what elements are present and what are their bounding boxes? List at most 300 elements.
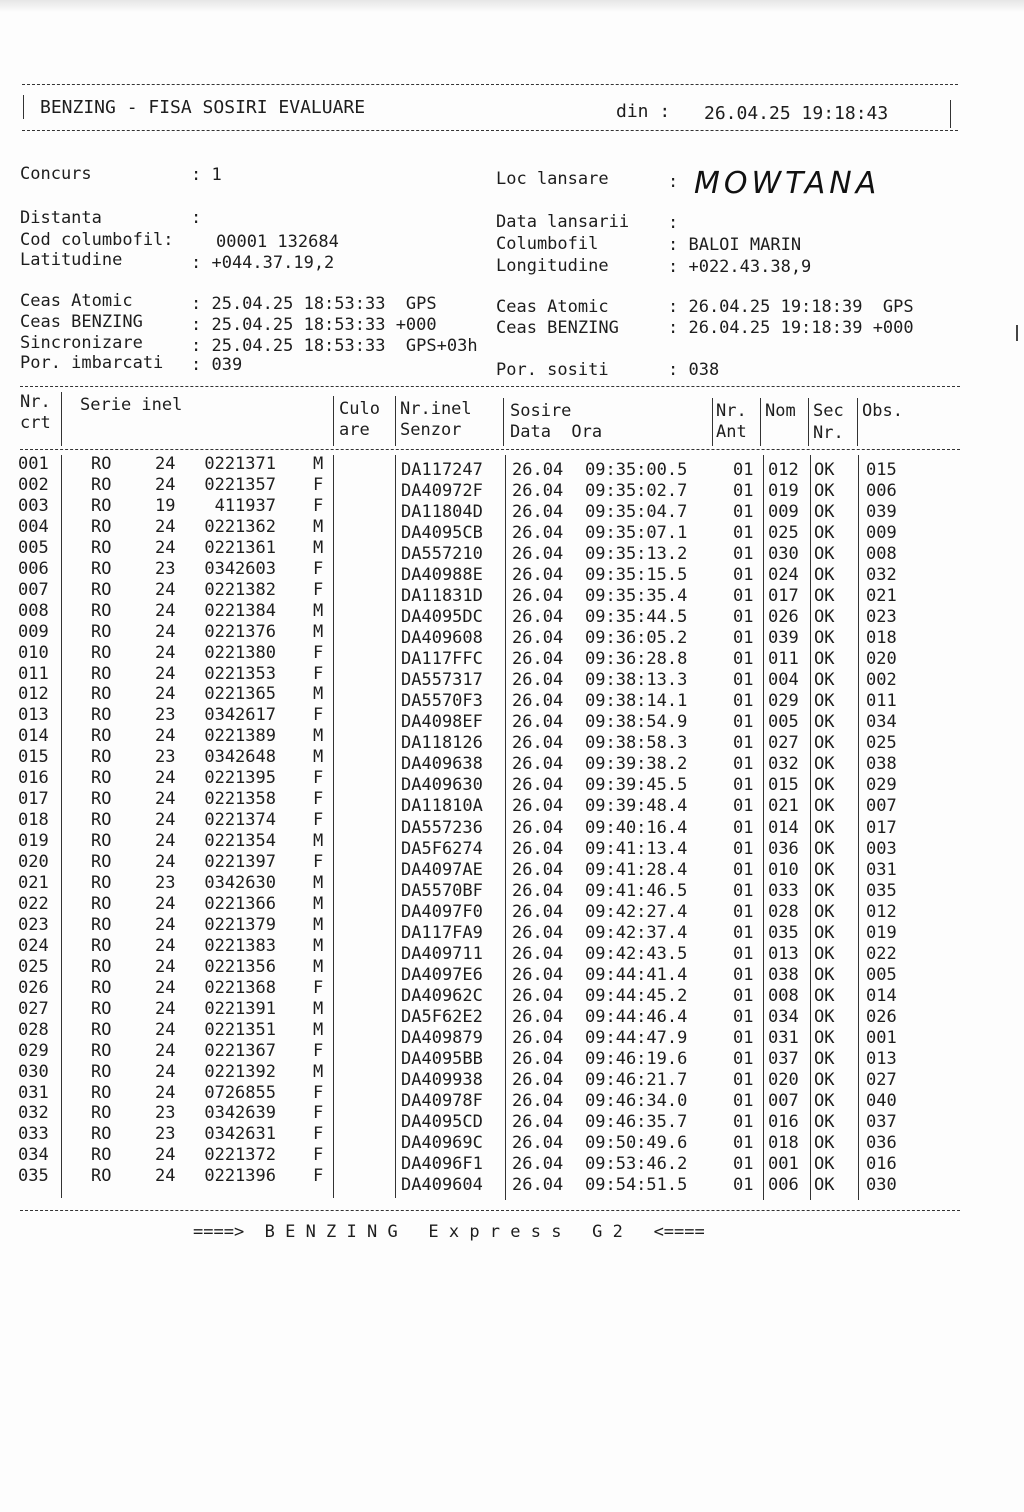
cell-sec-nr: OK <box>814 691 835 712</box>
cell-sex: M <box>313 1019 324 1040</box>
cell-nr-ant: 01 <box>733 796 754 817</box>
cell-nom: 032 <box>768 754 799 775</box>
cell-obs: 031 <box>866 859 897 880</box>
cell-ring: 411937 <box>214 495 276 516</box>
cell-obs: 029 <box>866 775 897 796</box>
sincronizare-label: Sincronizare <box>20 333 143 353</box>
cell-nr-crt: 011 <box>18 663 49 684</box>
cell-sex: F <box>313 1103 324 1124</box>
cell-year: 23 <box>155 747 176 768</box>
cell-date: 26.04 <box>512 733 564 754</box>
cell-time: 09:38:54.9 <box>585 712 688 733</box>
ceas-atomic-right-value: : 26.04.25 19:18:39 GPS <box>668 297 914 317</box>
cell-time: 09:35:00.5 <box>585 460 688 480</box>
distanta-label: Distanta <box>20 208 102 228</box>
cell-obs: 021 <box>866 586 897 607</box>
table-row <box>0 705 1024 733</box>
cell-nom: 039 <box>768 628 799 649</box>
cod-columbofil-label: Cod columbofil: <box>20 230 174 250</box>
cell-nr-ant: 01 <box>733 817 754 838</box>
cell-sec-nr: OK <box>814 1048 835 1069</box>
cell-sec-nr: OK <box>814 817 835 838</box>
cell-obs: 016 <box>866 1153 897 1174</box>
cell-ring: 0342639 <box>204 1103 276 1124</box>
cell-sensor: DA4096F1 <box>401 1153 483 1174</box>
cell-nr-ant: 01 <box>733 502 754 523</box>
cell-sex: F <box>313 1124 324 1145</box>
cell-sec-nr: OK <box>814 796 835 817</box>
cell-ring: 0342603 <box>204 558 276 579</box>
cell-obs: 006 <box>866 481 897 502</box>
cell-obs: 001 <box>866 1027 897 1048</box>
cell-sensor: DA4095BB <box>401 1048 483 1069</box>
cell-country: RO <box>91 684 112 705</box>
cell-nr-crt: 032 <box>18 1103 49 1124</box>
cell-sensor: DA409938 <box>401 1069 483 1090</box>
cell-nom: 006 <box>768 1175 799 1196</box>
col-sep-sosire <box>503 398 504 446</box>
cell-nom: 009 <box>768 502 799 523</box>
cell-sec-nr: OK <box>814 502 835 523</box>
cell-sex: M <box>313 454 324 474</box>
cell-year: 19 <box>155 495 176 516</box>
cell-time: 09:35:02.7 <box>585 481 688 502</box>
cell-date: 26.04 <box>512 628 564 649</box>
cell-sensor: DA409638 <box>401 754 483 775</box>
cell-nr-crt: 028 <box>18 1019 49 1040</box>
cell-date: 26.04 <box>512 1132 564 1153</box>
table-row <box>0 495 1024 523</box>
cell-nom: 027 <box>768 733 799 754</box>
cell-sec-nr: OK <box>814 649 835 670</box>
cell-date: 26.04 <box>512 1006 564 1027</box>
ceas-benzing-right-label: Ceas BENZING <box>496 318 619 338</box>
table-row <box>0 600 1024 628</box>
header-top-border <box>22 84 958 85</box>
cell-country: RO <box>91 1145 112 1166</box>
cell-country: RO <box>91 956 112 977</box>
cell-sensor: DA4098EF <box>401 712 483 733</box>
cell-sec-nr: OK <box>814 943 835 964</box>
cell-sex: F <box>313 852 324 873</box>
cell-year: 24 <box>155 935 176 956</box>
cell-year: 24 <box>155 977 176 998</box>
cell-ring: 0221391 <box>204 998 276 1019</box>
cell-nom: 012 <box>768 460 799 480</box>
cell-obs: 008 <box>866 544 897 565</box>
cell-sex: M <box>313 956 324 977</box>
cell-time: 09:44:41.4 <box>585 964 688 985</box>
table-row <box>0 1103 1024 1132</box>
cell-year: 24 <box>155 1145 176 1166</box>
table-row <box>0 747 1024 775</box>
ceas-atomic-left-label: Ceas Atomic <box>20 291 133 311</box>
col-header-ant: Ant <box>716 422 747 442</box>
cell-year: 24 <box>155 621 176 642</box>
cell-sex: M <box>313 831 324 852</box>
cell-date: 26.04 <box>512 481 564 502</box>
cell-sec-nr: OK <box>814 523 835 544</box>
ceas-benzing-left-value: : 25.04.25 18:53:33 +000 <box>191 315 437 335</box>
cell-nr-crt: 008 <box>18 600 49 621</box>
cell-country: RO <box>91 1124 112 1145</box>
cell-nr-crt: 012 <box>18 684 49 705</box>
cell-nom: 011 <box>768 649 799 670</box>
table-row <box>0 1019 1024 1048</box>
cell-nr-crt: 007 <box>18 579 49 600</box>
columbofil-value: : BALOI MARIN <box>668 235 802 255</box>
cell-country: RO <box>91 474 112 495</box>
cell-sex: M <box>313 726 324 747</box>
cell-time: 09:44:46.4 <box>585 1006 688 1027</box>
cell-sensor: DA40972F <box>401 481 483 502</box>
cell-sex: M <box>313 873 324 893</box>
cell-obs: 015 <box>866 460 897 480</box>
cell-sensor: DA11831D <box>401 586 483 607</box>
cell-nr-crt: 027 <box>18 998 49 1019</box>
sincronizare-value: : 25.04.25 18:53:33 GPS+03h <box>191 336 478 356</box>
cell-date: 26.04 <box>512 523 564 544</box>
cell-nr-ant: 01 <box>733 1027 754 1048</box>
cell-year: 24 <box>155 516 176 537</box>
cell-sex: F <box>313 977 324 998</box>
cell-sec-nr: OK <box>814 1027 835 1048</box>
cell-ring: 0221376 <box>204 621 276 642</box>
cell-sex: F <box>313 1040 324 1061</box>
cell-sex: F <box>313 558 324 579</box>
cell-obs: 034 <box>866 712 897 733</box>
col-header-sosire: Sosire <box>510 401 572 421</box>
cell-nr-ant: 01 <box>733 649 754 670</box>
cell-obs: 018 <box>866 628 897 649</box>
cell-country: RO <box>91 852 112 873</box>
cell-nom: 016 <box>768 1111 799 1132</box>
cell-sensor: DA40962C <box>401 985 483 1006</box>
cell-country: RO <box>91 558 112 579</box>
cell-nr-crt: 018 <box>18 810 49 831</box>
cell-date: 26.04 <box>512 565 564 586</box>
cell-year: 24 <box>155 1019 176 1040</box>
cell-time: 09:36:05.2 <box>585 628 688 649</box>
cell-time: 09:46:35.7 <box>585 1111 688 1132</box>
table-row <box>0 977 1024 1006</box>
cell-year: 24 <box>155 1166 176 1187</box>
cell-sensor: DA117247 <box>401 460 483 480</box>
cell-date: 26.04 <box>512 796 564 817</box>
cell-nom: 021 <box>768 796 799 817</box>
cell-sec-nr: OK <box>814 586 835 607</box>
cell-nom: 036 <box>768 838 799 859</box>
cell-nom: 031 <box>768 1027 799 1048</box>
col-header-nrinel: Nr.inel <box>400 399 472 419</box>
cell-sec-nr: OK <box>814 628 835 649</box>
cell-obs: 035 <box>866 880 897 901</box>
cell-nr-crt: 016 <box>18 768 49 789</box>
cell-country: RO <box>91 1061 112 1082</box>
cell-sec-nr: OK <box>814 565 835 586</box>
cell-sex: M <box>313 621 324 642</box>
cell-sensor: DA4095DC <box>401 607 483 628</box>
cell-sec-nr: OK <box>814 1069 835 1090</box>
cell-year: 24 <box>155 810 176 831</box>
cell-time: 09:54:51.5 <box>585 1175 688 1196</box>
cell-sec-nr: OK <box>814 1090 835 1111</box>
cell-ring: 0342630 <box>204 873 276 893</box>
cell-country: RO <box>91 516 112 537</box>
cell-nr-crt: 009 <box>18 621 49 642</box>
cell-nom: 005 <box>768 712 799 733</box>
col-header-sec: Sec <box>813 401 844 421</box>
col-header-sec-nr: Nr. <box>813 423 844 443</box>
cell-nom: 020 <box>768 1069 799 1090</box>
cell-nom: 035 <box>768 922 799 943</box>
cell-nom: 030 <box>768 544 799 565</box>
cell-sensor: DA409604 <box>401 1175 483 1196</box>
cell-sensor: DA117FA9 <box>401 922 483 943</box>
cell-obs: 025 <box>866 733 897 754</box>
cell-sensor: DA5570F3 <box>401 691 483 712</box>
cell-year: 24 <box>155 831 176 852</box>
cell-nr-crt: 031 <box>18 1082 49 1103</box>
cell-nr-ant: 01 <box>733 691 754 712</box>
cell-obs: 007 <box>866 796 897 817</box>
cell-nr-crt: 030 <box>18 1061 49 1082</box>
cell-nr-crt: 019 <box>18 831 49 852</box>
cell-date: 26.04 <box>512 901 564 922</box>
data-lansarii-label: Data lansarii <box>496 212 630 232</box>
cell-date: 26.04 <box>512 775 564 796</box>
table-row <box>0 831 1024 859</box>
cell-sex: M <box>313 537 324 558</box>
cell-ring: 0221383 <box>204 935 276 956</box>
cell-sec-nr: OK <box>814 1111 835 1132</box>
loc-lansare-colon: : <box>668 172 679 192</box>
table-row <box>0 663 1024 691</box>
cell-time: 09:42:27.4 <box>585 901 688 922</box>
cell-nr-ant: 01 <box>733 985 754 1006</box>
cell-nom: 007 <box>768 1090 799 1111</box>
cell-country: RO <box>91 1082 112 1103</box>
cell-nr-crt: 020 <box>18 852 49 873</box>
cell-time: 09:42:37.4 <box>585 922 688 943</box>
cell-date: 26.04 <box>512 838 564 859</box>
cell-obs: 030 <box>866 1175 897 1196</box>
cell-country: RO <box>91 810 112 831</box>
date-label: din : <box>616 101 671 122</box>
cell-sex: M <box>313 1061 324 1082</box>
table-row <box>0 1040 1024 1069</box>
col-header-nom: Nom <box>765 401 796 421</box>
cell-date: 26.04 <box>512 607 564 628</box>
cell-nr-crt: 035 <box>18 1166 49 1187</box>
cell-year: 24 <box>155 1061 176 1082</box>
cell-country: RO <box>91 600 112 621</box>
cell-obs: 019 <box>866 922 897 943</box>
col-header-nr: Nr. <box>20 392 51 412</box>
table-row <box>0 621 1024 649</box>
table-row <box>0 726 1024 754</box>
cell-sex: F <box>313 1082 324 1103</box>
cell-nom: 010 <box>768 859 799 880</box>
cell-ring: 0221382 <box>204 579 276 600</box>
cell-country: RO <box>91 1040 112 1061</box>
cell-time: 09:53:46.2 <box>585 1153 688 1174</box>
cell-ring: 0221367 <box>204 1040 276 1061</box>
cell-sec-nr: OK <box>814 985 835 1006</box>
cell-ring: 0221362 <box>204 516 276 537</box>
cell-nr-crt: 025 <box>18 956 49 977</box>
cell-sex: F <box>313 642 324 663</box>
table-row <box>0 516 1024 544</box>
cell-obs: 003 <box>866 838 897 859</box>
cell-time: 09:40:16.4 <box>585 817 688 838</box>
cell-obs: 038 <box>866 754 897 775</box>
cell-nr-crt: 021 <box>18 873 49 893</box>
cell-time: 09:38:13.3 <box>585 670 688 691</box>
cell-sensor: DA409879 <box>401 1027 483 1048</box>
cell-nom: 026 <box>768 607 799 628</box>
cell-nr-ant: 01 <box>733 775 754 796</box>
report-title: BENZING - FISA SOSIRI EVALUARE <box>40 97 366 118</box>
cell-sensor: DA4095CB <box>401 523 483 544</box>
col-sep-nr <box>61 392 62 446</box>
cell-nom: 029 <box>768 691 799 712</box>
margin-mark <box>1016 325 1018 341</box>
cell-time: 09:39:38.2 <box>585 754 688 775</box>
cell-year: 24 <box>155 600 176 621</box>
cell-date: 26.04 <box>512 670 564 691</box>
cell-nr-ant: 01 <box>733 670 754 691</box>
cell-nr-ant: 01 <box>733 1048 754 1069</box>
cell-nr-crt: 005 <box>18 537 49 558</box>
cell-ring: 0221379 <box>204 914 276 935</box>
cell-nr-ant: 01 <box>733 565 754 586</box>
cell-sec-nr: OK <box>814 712 835 733</box>
cell-nom: 015 <box>768 775 799 796</box>
cell-nr-crt: 024 <box>18 935 49 956</box>
cell-country: RO <box>91 789 112 810</box>
cod-columbofil-value: 00001 132684 <box>216 232 339 252</box>
table-row <box>0 558 1024 586</box>
cell-obs: 011 <box>866 691 897 712</box>
cell-date: 26.04 <box>512 1111 564 1132</box>
cell-sec-nr: OK <box>814 1153 835 1174</box>
cell-nom: 025 <box>768 523 799 544</box>
cell-ring: 0221371 <box>204 454 276 474</box>
cell-country: RO <box>91 935 112 956</box>
cell-date: 26.04 <box>512 880 564 901</box>
cell-sensor: DA11804D <box>401 502 483 523</box>
cell-sec-nr: OK <box>814 670 835 691</box>
cell-sensor: DA4097F0 <box>401 901 483 922</box>
cell-sensor: DA5F62E2 <box>401 1006 483 1027</box>
cell-ring: 0726855 <box>204 1082 276 1103</box>
table-header-border <box>20 449 960 450</box>
col-sep-obs <box>857 398 858 446</box>
cell-obs: 037 <box>866 1111 897 1132</box>
cell-year: 24 <box>155 852 176 873</box>
cell-nom: 019 <box>768 481 799 502</box>
cell-year: 24 <box>155 474 176 495</box>
cell-year: 24 <box>155 956 176 977</box>
cell-nr-ant: 01 <box>733 922 754 943</box>
cell-year: 24 <box>155 768 176 789</box>
cell-time: 09:41:13.4 <box>585 838 688 859</box>
cell-sec-nr: OK <box>814 1175 835 1196</box>
cell-nr-ant: 01 <box>733 1006 754 1027</box>
cell-date: 26.04 <box>512 544 564 565</box>
header-bottom-border <box>22 130 958 131</box>
cell-nom: 034 <box>768 1006 799 1027</box>
cell-obs: 026 <box>866 1006 897 1027</box>
table-row <box>0 810 1024 838</box>
cell-obs: 039 <box>866 502 897 523</box>
cell-nom: 004 <box>768 670 799 691</box>
cell-year: 23 <box>155 705 176 726</box>
cell-time: 09:35:15.5 <box>585 565 688 586</box>
cell-country: RO <box>91 1166 112 1187</box>
cell-time: 09:38:58.3 <box>585 733 688 754</box>
table-row <box>0 873 1024 901</box>
ceas-benzing-right-value: : 26.04.25 19:18:39 +000 <box>668 318 914 338</box>
cell-nr-crt: 010 <box>18 642 49 663</box>
table-row <box>0 768 1024 796</box>
cell-obs: 027 <box>866 1069 897 1090</box>
cell-sensor: DA40978F <box>401 1090 483 1111</box>
cell-time: 09:46:34.0 <box>585 1090 688 1111</box>
header-left-border <box>23 95 24 119</box>
cell-date: 26.04 <box>512 649 564 670</box>
latitudine-label: Latitudine <box>20 250 123 270</box>
cell-date: 26.04 <box>512 754 564 775</box>
cell-year: 24 <box>155 579 176 600</box>
table-row <box>0 684 1024 712</box>
cell-year: 23 <box>155 1103 176 1124</box>
cell-nr-crt: 026 <box>18 977 49 998</box>
cell-country: RO <box>91 726 112 747</box>
cell-obs: 032 <box>866 565 897 586</box>
footer-banner: ====> B E N Z I N G E x p r e s s G 2 <==== <box>193 1222 705 1242</box>
cell-year: 23 <box>155 873 176 893</box>
cell-sex: M <box>313 998 324 1019</box>
cell-sex: F <box>313 789 324 810</box>
cell-nr-ant: 01 <box>733 733 754 754</box>
cell-sensor: DA409630 <box>401 775 483 796</box>
cell-nr-crt: 034 <box>18 1145 49 1166</box>
cell-time: 09:41:28.4 <box>585 859 688 880</box>
col-sep-inel <box>395 396 396 446</box>
cell-sex: F <box>313 1166 324 1187</box>
cell-nr-ant: 01 <box>733 544 754 565</box>
col-header-data-ora: Data Ora <box>510 422 603 442</box>
cell-ring: 0221395 <box>204 768 276 789</box>
table-row <box>0 956 1024 985</box>
cell-sex: F <box>313 474 324 495</box>
cell-time: 09:39:45.5 <box>585 775 688 796</box>
cell-nom: 018 <box>768 1132 799 1153</box>
col-sep-nom <box>760 398 761 446</box>
table-row <box>0 454 1024 480</box>
cell-time: 09:44:45.2 <box>585 985 688 1006</box>
cell-time: 09:35:44.5 <box>585 607 688 628</box>
cell-sec-nr: OK <box>814 922 835 943</box>
cell-year: 24 <box>155 454 176 474</box>
cell-date: 26.04 <box>512 1175 564 1196</box>
cell-sensor: DA557236 <box>401 817 483 838</box>
cell-time: 09:41:46.5 <box>585 880 688 901</box>
cell-country: RO <box>91 663 112 684</box>
cell-nr-crt: 015 <box>18 747 49 768</box>
